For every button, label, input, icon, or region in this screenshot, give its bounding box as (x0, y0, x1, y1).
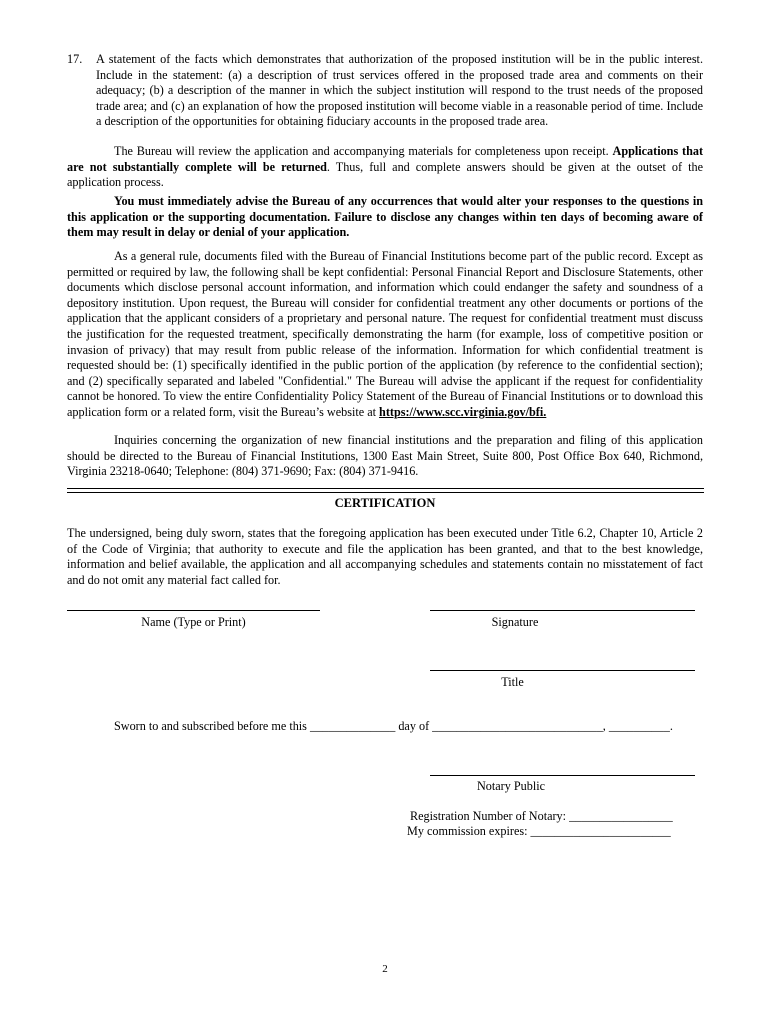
signature-line[interactable] (430, 610, 695, 611)
advise-paragraph: You must immediately advise the Bureau of any occurrences that would alter your responses to the questions in this application or the supporting documentation. Failure to disclose any changes within ten days of becoming aware of them may result in delay or denial of your application. (67, 194, 703, 240)
commission-expires-line: My commission expires: _______________________ (407, 824, 671, 838)
review-paragraph (67, 144, 703, 191)
confidential-text: As a general rule, documents filed with the Bureau of Financial Institutions become part of the public record. Except as permitted or required by law, the following shall be kept confidential: Personal Financial Report and Disclosure Statements, other documents which disclose personal account information, and information which could endanger the safety and soundness of a depository institution. Upon request, the Bureau will consider for confidential treatment any other documents or portions of the application that the applicant considers of a proprietary and personal nature. The request for confidential treatment must discuss the justification for the requested treatment, specifically demonstrating the harm (for example, loss of competitive position or invasion of privacy) that may result from public release of the information. Information for which confidential treatment is requested should be: (1) specifically identified in the public portion of the application (by reference to the confidential section); and (2) specifically separated and labeled "Confidential." The Bureau will advise the applicant if the request for confidentiality cannot be honored. To view the entire Confidentiality Policy Statement of the Bureau of Financial Institutions or to download this application form or a related form, visit the Bureau’s website at (67, 249, 703, 419)
registration-number-line: Registration Number of Notary: _________________ (410, 809, 673, 823)
title-line[interactable] (430, 670, 695, 671)
name-label: Name (Type or Print) (141, 615, 246, 629)
item-text: A statement of the facts which demonstrates that authorization of the proposed institution will be in the public interest. Include in the statement: (a) a description of trust services offered in the proposed trade area and comments on their adequacy; (b) a description of the manner in which the subject institution will respond to the trust needs of the proposed trade area; and (c) an explanation of how the proposed institution will become viable in a reasonable period of time. Include a description of the opportunities for obtaining fiduciary accounts in the proposed trade area. (96, 52, 703, 129)
item-number: 17. (67, 52, 83, 66)
divider-bottom (67, 492, 704, 493)
divider-top (67, 488, 704, 489)
name-line[interactable] (67, 610, 320, 611)
item-17 (67, 52, 703, 130)
notary-label: Notary Public (476, 779, 546, 793)
sworn-line: Sworn to and subscribed before me this ______________ day of ____________________________, __________. (114, 719, 673, 733)
review-text: The Bureau will review the application and accompanying materials for completeness upon receipt. (114, 144, 613, 158)
review-text-after: . Thus, full and complete answers should be given at the outset of the application process. (67, 159, 703, 190)
signature-label: Signature (491, 615, 539, 629)
inquiries-paragraph: Inquiries concerning the organization of new financial institutions and the preparation and filing of this application should be directed to the Bureau of Financial Institutions, 1300 East Main Street, Suite 800, Post Office Box 640, Richmond, Virginia 23218-0640; Telephone: (804) 371-9690; Fax: (804) 371-9416. (67, 433, 703, 479)
certification-text: The undersigned, being duly sworn, states that the foregoing application has been executed under Title 6.2, Chapter 10, Article 2 of the Code of Virginia; that authority to execute and file the application has been granted, and that to the best knowledge, information and belief available, the application and all accompanying schedules and statements contain no misstatement of fact and do not omit any material fact called for. (67, 526, 703, 587)
bureau-website-link[interactable]: https://www.scc.virginia.gov/bfi. (379, 404, 547, 419)
certification-title: CERTIFICATION (334, 496, 436, 510)
notary-line[interactable] (430, 775, 695, 776)
title-label: Title (501, 675, 524, 689)
review-bold-text: Applications that are not substantially complete will be returned (67, 144, 703, 174)
confidential-paragraph (67, 249, 703, 421)
page-number: 2 (382, 963, 388, 975)
